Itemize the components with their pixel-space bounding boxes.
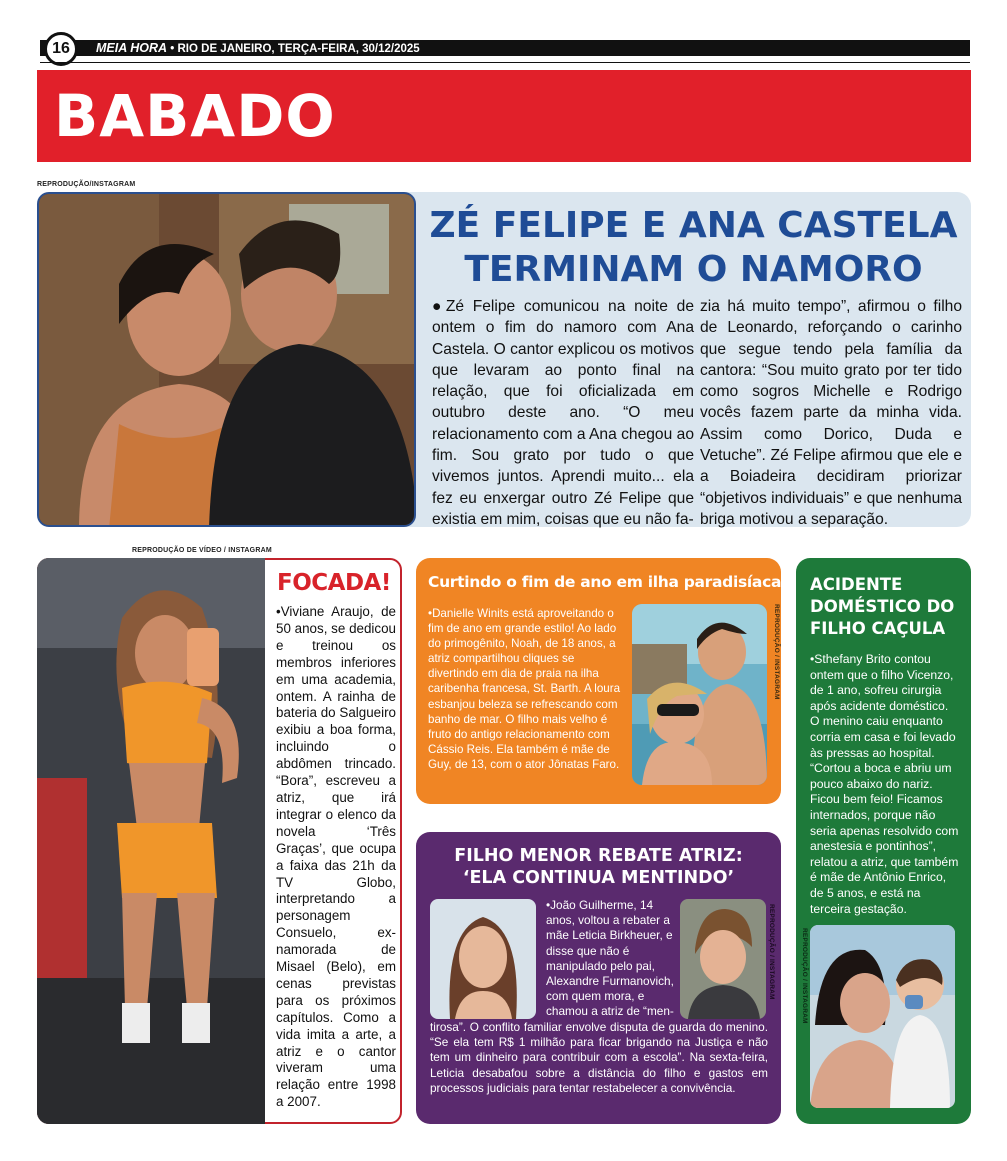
- main-headline: [416, 204, 971, 292]
- focada-text: Viviane Araujo, de 50 anos, se dedicou e treinou os membros inferiores em uma academia, ontem. A rainha de bateria do Salgueiro exibiu a boa forma, incluindo o abdômen trincado. “Bora”, escreveu a atriz, que irá integrar o elenco da novela ‘Três Graças’, que ocupa a faixa das 21h da TV Globo, interpretando a personagem Consuelo, ex-namorada de Misael (Belo), em cenas previstas para os próximos capítulos. Como a vida imita a arte, a atriz e o cantor viveram uma relação entre 1998 a 2007.: [276, 604, 396, 1110]
- focada-photo: [37, 558, 265, 1124]
- orange-story-text: Danielle Winits está aproveitando o fim de ano em grande estilo! Ao lado do primogênito, Noah, de 18 anos, a atriz compartilhou cliques se divertindo em dia de praia na ilha caribenha francesa, St. Barth. A loura esbanjou beleza se refrescando com banho de mar. O filho mais velho é fruto do antigo relacionamento com Cássio Reis. Ela também é mãe de Guy, de 13, com o ator Jônatas Faro.: [428, 607, 621, 771]
- orange-story-title: Curtindo o fim de ano em ilha paradisíaca: [428, 573, 782, 591]
- purple-story-text-top-block: [546, 898, 676, 1020]
- bullet-icon: •: [276, 604, 281, 619]
- orange-story-photo: [632, 604, 767, 785]
- purple-story-text-bottom: tirosa”. O conflito familiar envolve disputa de guarda do menino. “Se ela tem R$ 1 milhão para ficar brigando na Justiça e não tem um dinheiro para contribuir com a escola”. Na sexta-feira, Leticia desabafou sobre a distância do filho e gastos em processos judiciais para tentar restabelecer a convivência.: [430, 1020, 768, 1095]
- section-title: BABADO: [54, 82, 336, 150]
- focada-text-block: [276, 604, 396, 1111]
- purple-story-title: [416, 845, 781, 889]
- green-photo-credit: REPRODUÇÃO / INSTAGRAM: [801, 928, 808, 1024]
- main-headline-line-1: ZÉ FELIPE E ANA CASTELA: [429, 205, 958, 246]
- newspaper-brand: MEIA HORA: [96, 41, 168, 55]
- leticia-photo: [430, 899, 536, 1019]
- focada-photo-credit: REPRODUÇÃO DE VÍDEO / INSTAGRAM: [132, 547, 272, 554]
- purple-title-line-1: FILHO MENOR REBATE ATRIZ:: [454, 846, 743, 866]
- purple-photo-credit: REPRODUÇÃO / INSTAGRAM: [768, 904, 775, 1000]
- orange-photo-credit: REPRODUÇÃO / INSTAGRAM: [773, 604, 780, 700]
- bullet-icon: •: [428, 607, 433, 620]
- bullet-icon: •: [546, 898, 551, 912]
- orange-story-text-block: [428, 606, 626, 772]
- page-number: 16: [44, 32, 78, 66]
- green-story-photo: [810, 925, 955, 1108]
- green-story-text-block: [810, 652, 960, 917]
- main-headline-line-2: TERMINAM O NAMORO: [464, 249, 923, 290]
- main-story-column-2: zia há muito tempo”, afirmou o filho de Leonardo, reforçando o carinho que segue tendo pela família da cantora: “Sou muito grato por ter tido como sogros Michelle e Rodrigo vocês fazem parte da minha vida. Assim como Dorico, Duda e Vetuche”. Zé Felipe afirmou que ele e a Boiadeira decidiram priorizar “objetivos individuais” e que nenhuma briga motivou a separação.: [700, 298, 962, 528]
- purple-title-line-2: ‘ELA CONTINUA MENTINDO’: [462, 868, 735, 888]
- main-story-text-1: Zé Felipe comunicou na noite de ontem o fim do namoro com Ana Castela. O cantor explicou os motivos que levaram ao ponto final na relação, que foi oficializada em outubro deste ano. “O meu relacionamento com a Ana chegou ao fim. Sou grato por tudo o que vivemos juntos. Aprendi muito... ela fez eu enxergar outro Zé Felipe que existia em mim, coisas que eu não fa-: [432, 298, 694, 528]
- focada-title: FOCADA!: [277, 570, 391, 596]
- dateline: [96, 40, 420, 56]
- green-story-text: Sthefany Brito contou ontem que o filho Vicenzo, de 1 ano, sofreu cirurgia após acidente doméstico. O menino caiu enquanto corria em casa e foi levado às pressas ao hospital. “Cortou a boca e abriu um pouco abaixo do nariz. Ficou bem feio! Ficamos internados, porque não seria apenas resolvido com anestesia e pontinhos”, relatou a atriz, que também é mãe de Antônio Enrico, de 5 anos, e está na terceira gestação.: [810, 652, 959, 916]
- purple-story-text-top: João Guilherme, 14 anos, voltou a rebater a mãe Leticia Birkheuer, e disse que não é manipulado pelo pai, Alexandre Furmanovich, com quem mora, e chamou a atriz de “men-: [546, 898, 674, 1019]
- bullet-icon: ●: [432, 298, 446, 315]
- joao-guilherme-photo: [680, 899, 766, 1019]
- main-story-photo: [37, 192, 416, 527]
- bullet-icon: •: [810, 652, 815, 666]
- main-story-column-1: [432, 296, 694, 530]
- date-location: • RIO DE JANEIRO, TERÇA-FEIRA, 30/12/2025: [167, 43, 420, 55]
- main-photo-credit: REPRODUÇÃO/INSTAGRAM: [37, 181, 136, 188]
- green-story-title: ACIDENTE DOMÉSTICO DO FILHO CAÇULA: [810, 575, 955, 638]
- header-rule: [40, 62, 970, 63]
